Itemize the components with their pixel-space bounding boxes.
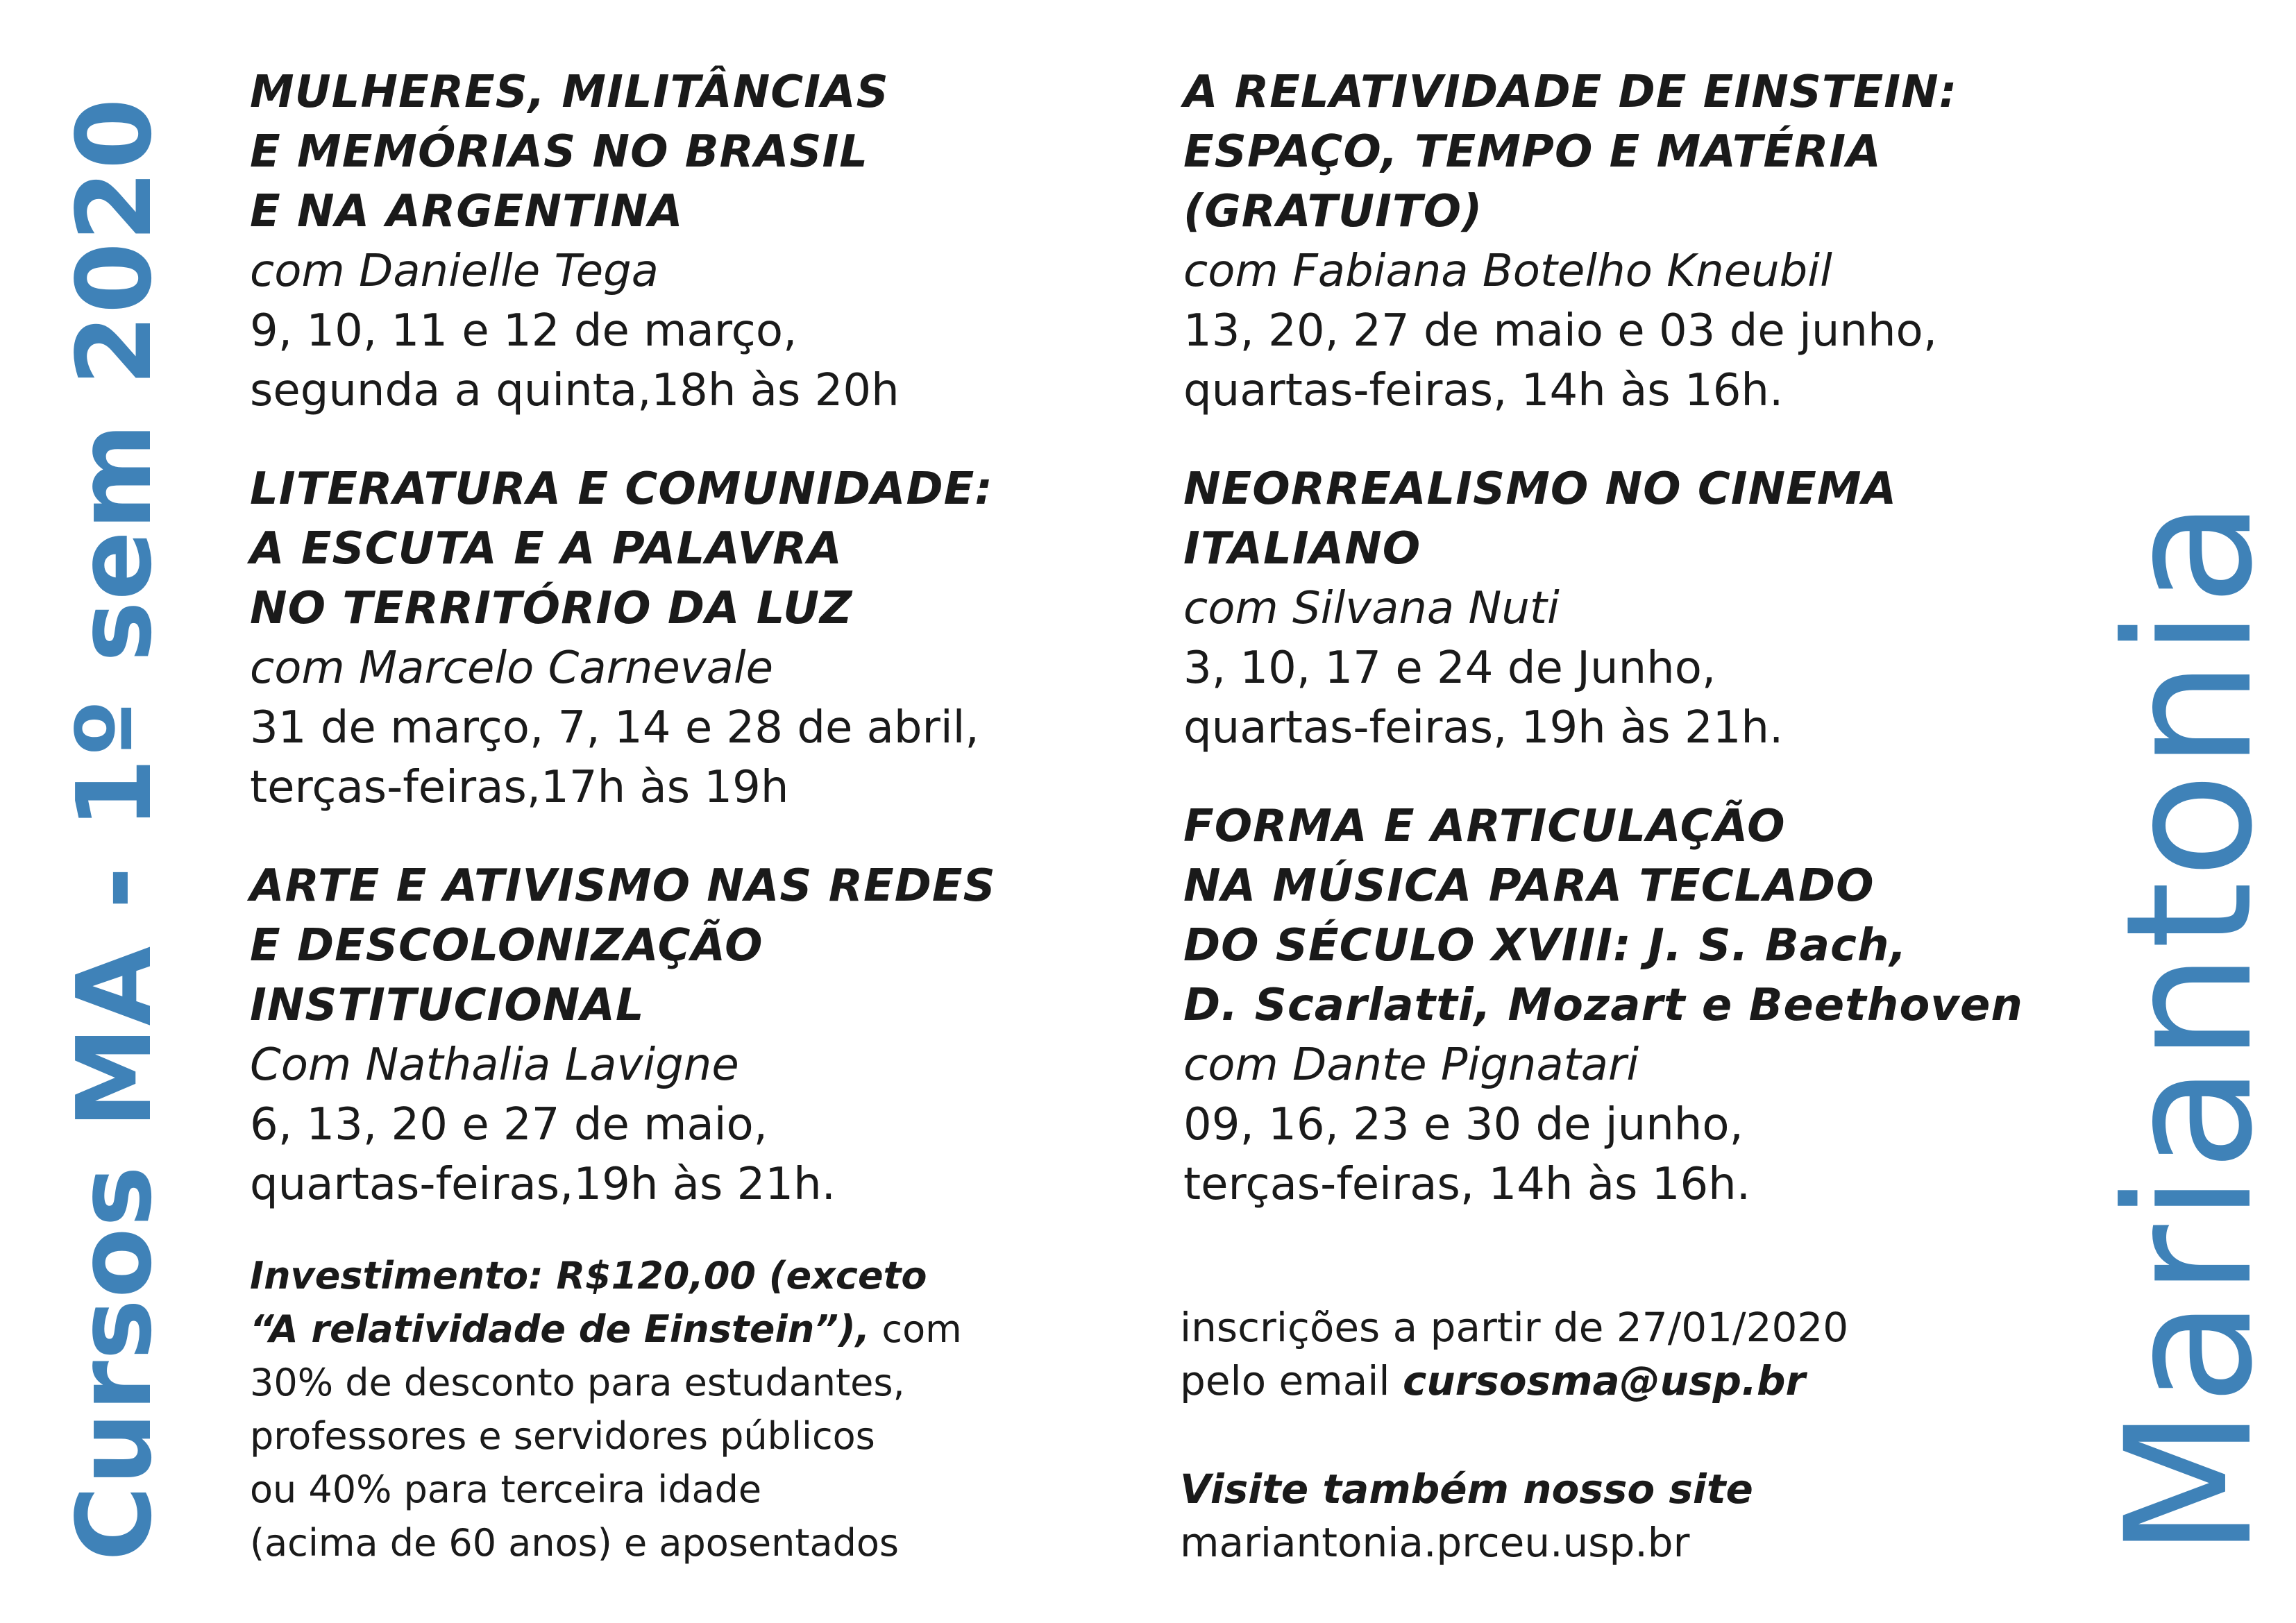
course-schedule: terças-feiras,17h às 19h: [250, 762, 789, 813]
course-block: [250, 62, 1152, 420]
courses-column-left: [250, 62, 1152, 1253]
course-teacher: com Marcelo Carnevale: [250, 643, 774, 694]
vertical-title-left: Cursos MA - 1º sem 2020: [55, 97, 174, 1561]
website-label: Visite também nosso site: [1180, 1465, 1753, 1513]
registration-email-prefix: pelo email: [1180, 1357, 1403, 1404]
course-dates: 13, 20, 27 de maio e 03 de junho,: [1183, 305, 1938, 357]
investment-discount-line: 30% de desconto para estudantes,: [250, 1361, 905, 1404]
courses-column-right: [1183, 62, 2107, 1253]
course-title: A RELATIVIDADE DE EINSTEIN: ESPAÇO, TEMPO E MATÉRIA (GRATUITO): [1183, 67, 1958, 237]
course-teacher: Com Nathalia Lavigne: [250, 1039, 739, 1091]
course-block: [1183, 62, 2107, 420]
registration-date: inscrições a partir de 27/01/2020: [1180, 1304, 1849, 1351]
course-title: LITERATURA E COMUNIDADE: A ESCUTA E A PALAVRA NO TERRITÓRIO DA LUZ: [250, 464, 993, 634]
investment-discount-line: professores e servidores públicos: [250, 1414, 875, 1458]
course-schedule: quartas-feiras,19h às 21h.: [250, 1159, 836, 1210]
vertical-brand-mariantonia: Mariantonia: [2088, 497, 2290, 1558]
investment-discount-line: (acima de 60 anos) e aposentados: [250, 1521, 900, 1565]
investment-exception: [250, 1302, 1166, 1356]
course-schedule: terças-feiras, 14h às 16h.: [1183, 1159, 1751, 1210]
course-dates: 09, 16, 23 e 30 de junho,: [1183, 1099, 1744, 1150]
course-title: ARTE E ATIVISMO NAS REDES E DESCOLONIZAÇÃO INSTITUCIONAL: [250, 860, 996, 1031]
course-title: MULHERES, MILITÂNCIAS E MEMÓRIAS NO BRASIL E NA ARGENTINA: [250, 67, 889, 237]
course-dates: 9, 10, 11 e 12 de março,: [250, 305, 797, 357]
course-block: [250, 459, 1152, 817]
course-block: [250, 856, 1152, 1214]
course-block: [1183, 459, 2107, 758]
website-info: [1180, 1463, 2082, 1570]
course-title: NEORREALISMO NO CINEMA ITALIANO: [1183, 464, 1898, 575]
investment-price: Investimento: R$120,00 (exceto: [250, 1254, 927, 1298]
course-dates: 6, 13, 20 e 27 de maio,: [250, 1099, 768, 1150]
course-teacher: com Fabiana Botelho Kneubil: [1183, 246, 1832, 297]
registration-email-line: [1180, 1354, 2082, 1408]
registration-info: [1180, 1301, 2082, 1408]
course-dates: 31 de março, 7, 14 e 28 de abril,: [250, 702, 979, 754]
investment-exception-title: “A relatividade de Einstein”),: [250, 1307, 870, 1351]
course-schedule: segunda a quinta,18h às 20h: [250, 365, 900, 416]
course-schedule: quartas-feiras, 19h às 21h.: [1183, 702, 1784, 754]
investment-info: [250, 1249, 1166, 1570]
course-title: FORMA E ARTICULAÇÃO NA MÚSICA PARA TECLADO DO SÉCULO XVIII: J. S. Bach, D. Scarlatti, Mozart e Beethoven: [1183, 801, 2023, 1031]
course-teacher: com Danielle Tega: [250, 246, 659, 297]
investment-exception-rest: com: [870, 1307, 962, 1351]
course-teacher: com Silvana Nuti: [1183, 583, 1560, 634]
course-dates: 3, 10, 17 e 24 de Junho,: [1183, 643, 1716, 694]
course-block: [1183, 797, 2107, 1214]
course-schedule: quartas-feiras, 14h às 16h.: [1183, 365, 1784, 416]
course-teacher: com Dante Pignatari: [1183, 1039, 1639, 1091]
website-url[interactable]: mariantonia.prceu.usp.br: [1180, 1519, 1690, 1566]
investment-discount-line: ou 40% para terceira idade: [250, 1468, 762, 1511]
registration-email-link[interactable]: cursosma@usp.br: [1402, 1357, 1806, 1404]
